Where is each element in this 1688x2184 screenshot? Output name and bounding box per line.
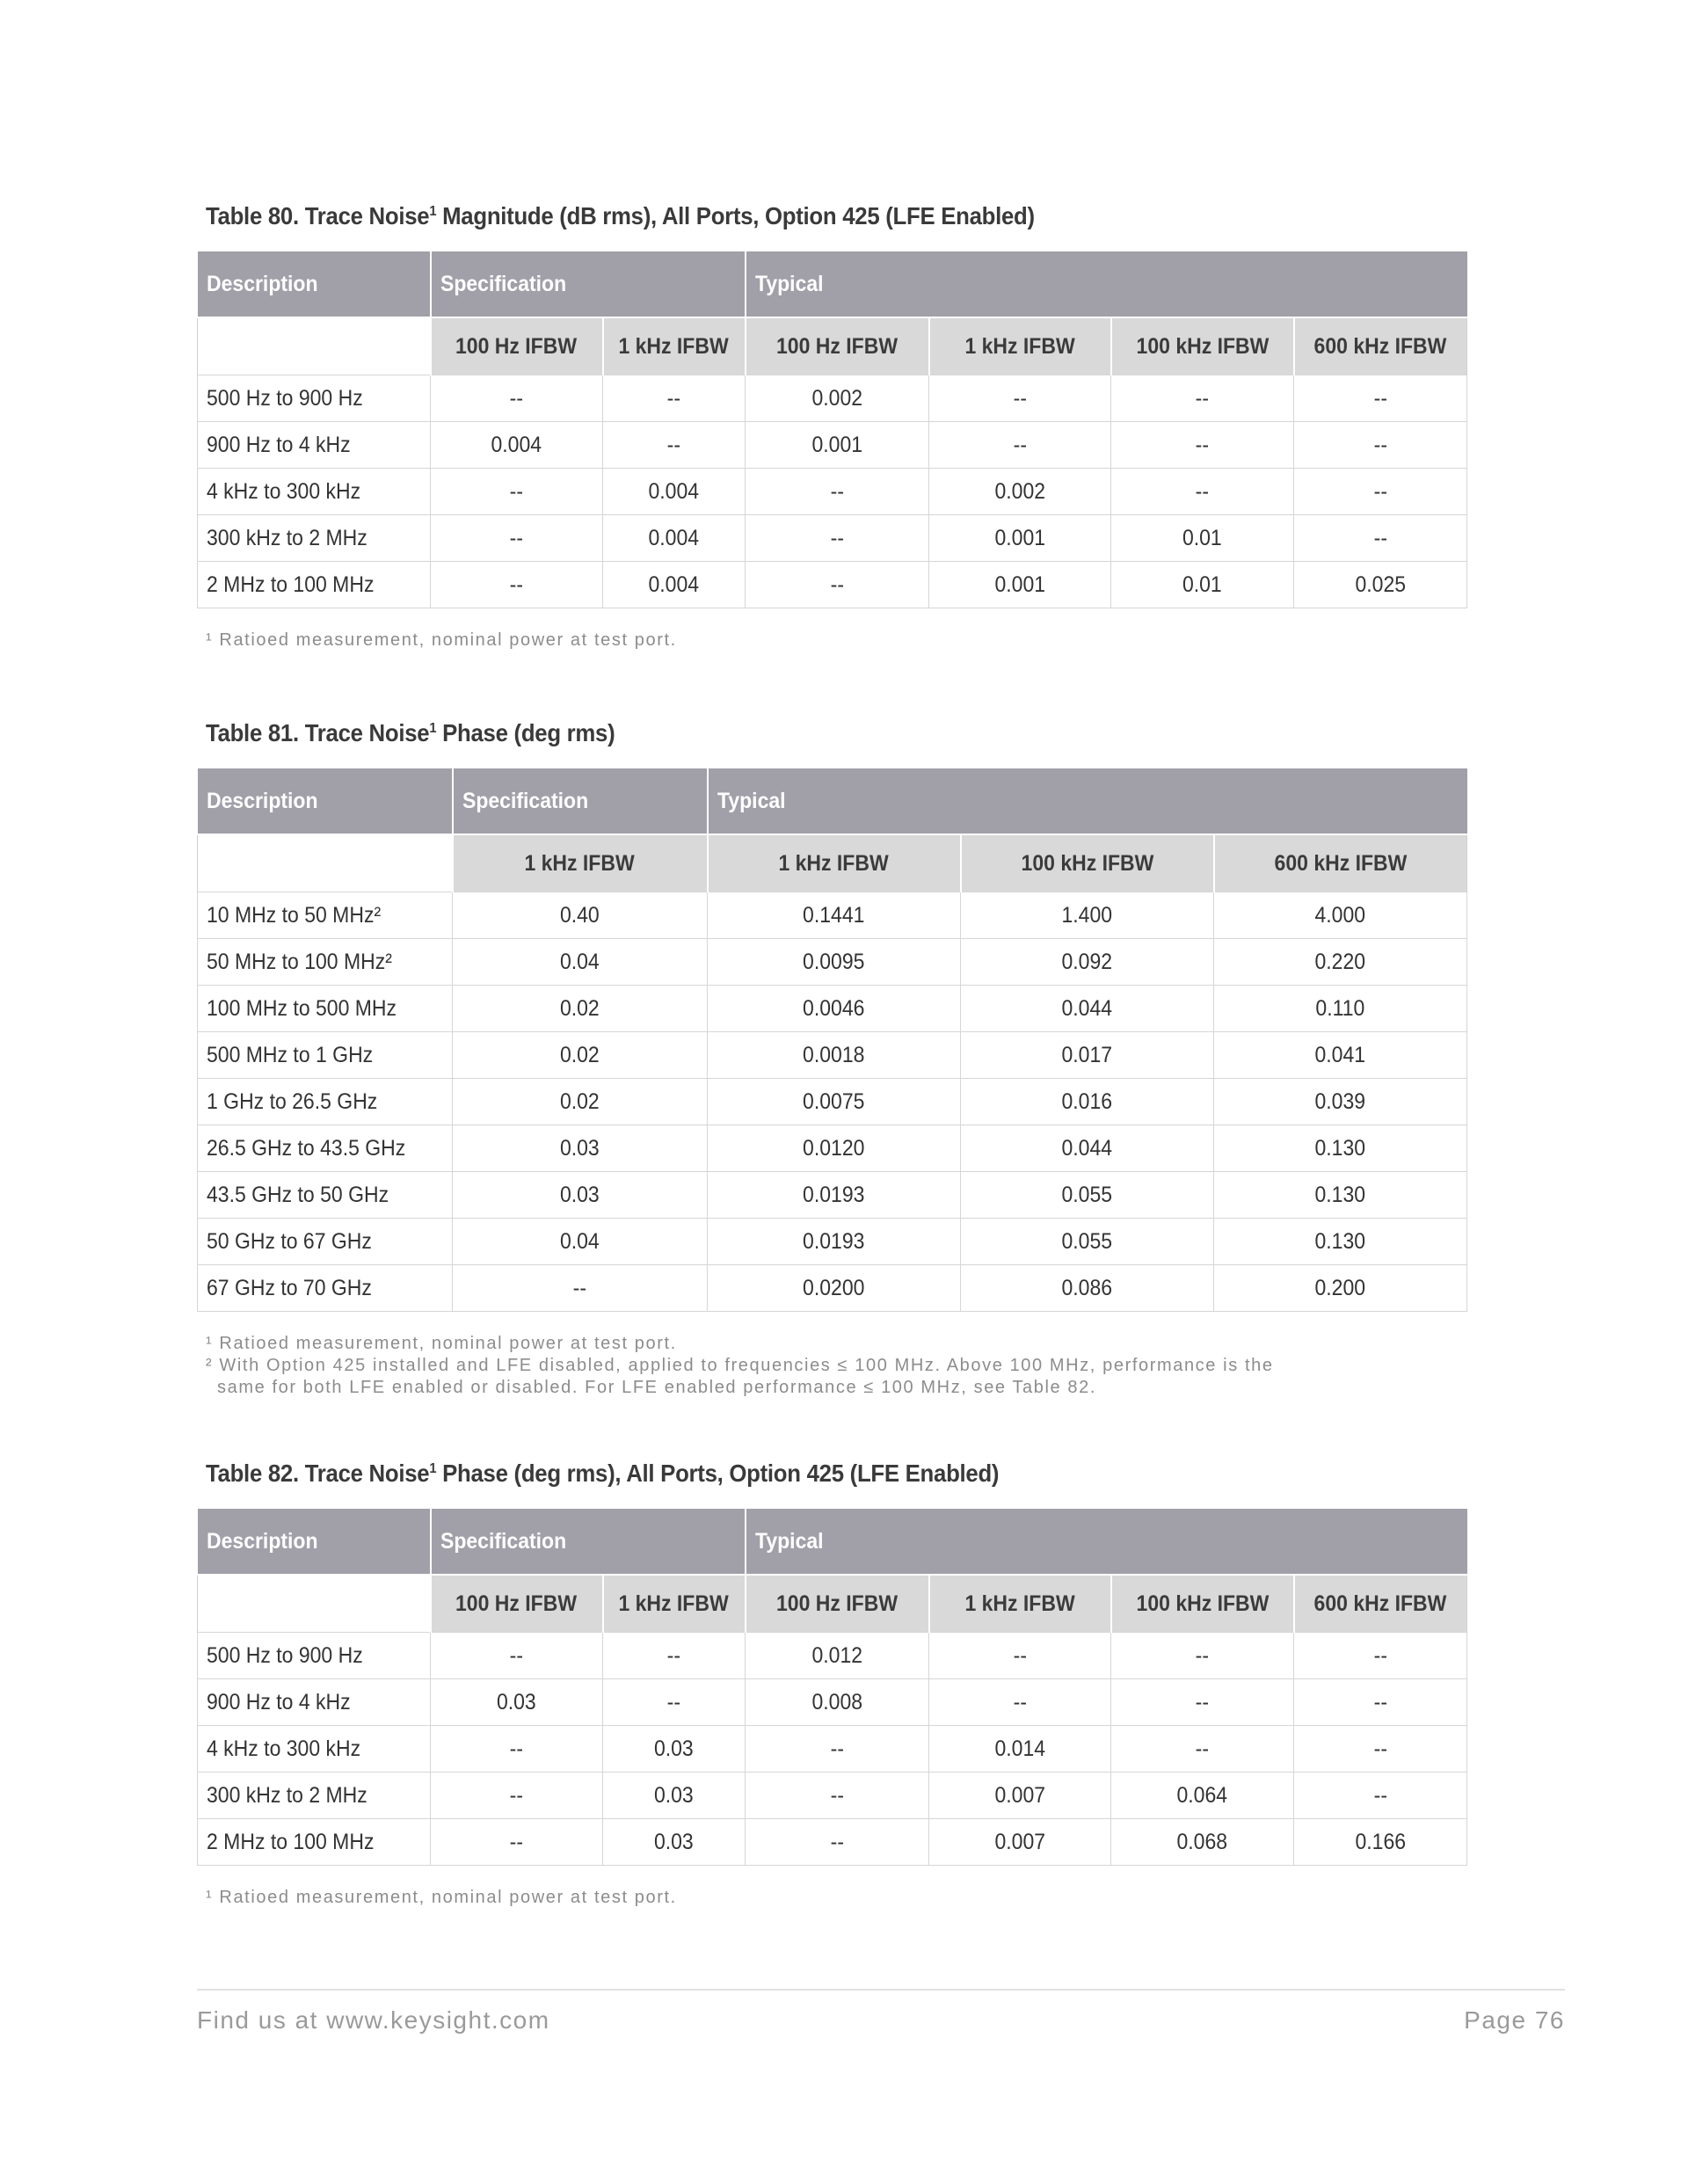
table-row bbox=[198, 515, 1467, 562]
table-row bbox=[198, 939, 1467, 986]
table-cell: -- bbox=[746, 1819, 929, 1866]
subheader: 100 Hz IFBW bbox=[431, 317, 603, 375]
row-description: 50 MHz to 100 MHz² bbox=[198, 939, 453, 986]
table-cell: 0.03 bbox=[453, 1125, 708, 1172]
row-description: 26.5 GHz to 43.5 GHz bbox=[198, 1125, 453, 1172]
page-footer bbox=[197, 1989, 1565, 2034]
table-cell: 0.092 bbox=[961, 939, 1214, 986]
row-description: 500 Hz to 900 Hz bbox=[198, 1633, 431, 1679]
row-description: 67 GHz to 70 GHz bbox=[198, 1265, 453, 1312]
table-80-footnote bbox=[206, 630, 1466, 652]
table-row bbox=[198, 1219, 1467, 1265]
table-cell: 0.200 bbox=[1214, 1265, 1467, 1312]
subheader: 600 kHz IFBW bbox=[1294, 1575, 1467, 1633]
header-typical: Typical bbox=[746, 251, 1467, 317]
table-cell: 0.0075 bbox=[708, 1079, 961, 1125]
table-cell: 0.02 bbox=[453, 1079, 708, 1125]
table-cell: -- bbox=[1111, 375, 1294, 422]
table-81-section bbox=[197, 719, 1466, 1399]
table-81-footnote bbox=[206, 1333, 1466, 1399]
table-cell: 0.0193 bbox=[708, 1172, 961, 1219]
table-cell: -- bbox=[431, 1633, 603, 1679]
table-cell: -- bbox=[453, 1265, 708, 1312]
subheader: 100 Hz IFBW bbox=[746, 317, 929, 375]
table-row bbox=[198, 1032, 1467, 1079]
table-80-section bbox=[197, 202, 1466, 652]
header-typical: Typical bbox=[746, 1509, 1467, 1575]
subheader: 600 kHz IFBW bbox=[1214, 834, 1467, 892]
table-cell: 0.001 bbox=[929, 515, 1111, 562]
table-cell: -- bbox=[603, 375, 746, 422]
subheader: 600 kHz IFBW bbox=[1294, 317, 1467, 375]
row-description: 100 MHz to 500 MHz bbox=[198, 986, 453, 1032]
table-cell: -- bbox=[1111, 1726, 1294, 1773]
table-cell: 0.002 bbox=[746, 375, 929, 422]
table-cell: 0.002 bbox=[929, 469, 1111, 515]
table-cell: 0.086 bbox=[961, 1265, 1214, 1312]
header-description: Description bbox=[198, 768, 453, 834]
table-cell: 0.055 bbox=[961, 1172, 1214, 1219]
table-cell: -- bbox=[431, 1726, 603, 1773]
table-cell: 0.012 bbox=[746, 1633, 929, 1679]
table-cell: -- bbox=[929, 422, 1111, 469]
table-cell: 0.130 bbox=[1214, 1125, 1467, 1172]
table-cell: -- bbox=[431, 1773, 603, 1819]
table-row bbox=[198, 1819, 1467, 1866]
table-81-group-header bbox=[198, 768, 1467, 834]
table-row bbox=[198, 1773, 1467, 1819]
table-cell: 0.0200 bbox=[708, 1265, 961, 1312]
table-cell: -- bbox=[1111, 422, 1294, 469]
table-row bbox=[198, 1726, 1467, 1773]
table-81 bbox=[197, 768, 1467, 1312]
header-blank bbox=[198, 317, 431, 375]
table-cell: 0.40 bbox=[453, 892, 708, 939]
row-description: 300 kHz to 2 MHz bbox=[198, 515, 431, 562]
table-cell: 0.02 bbox=[453, 986, 708, 1032]
table-cell: 0.041 bbox=[1214, 1032, 1467, 1079]
footnote-line: same for both LFE enabled or disabled. For LFE enabled performance ≤ 100 MHz, see Table 82. bbox=[217, 1378, 1097, 1397]
table-cell: 0.02 bbox=[453, 1032, 708, 1079]
table-80-sub-header bbox=[198, 317, 1467, 375]
table-row bbox=[198, 1125, 1467, 1172]
table-cell: 0.064 bbox=[1111, 1773, 1294, 1819]
table-cell: 0.220 bbox=[1214, 939, 1467, 986]
table-cell: 0.1441 bbox=[708, 892, 961, 939]
table-cell: 0.004 bbox=[603, 515, 746, 562]
subheader: 100 Hz IFBW bbox=[431, 1575, 603, 1633]
table-cell: 0.004 bbox=[431, 422, 603, 469]
table-row bbox=[198, 469, 1467, 515]
header-blank bbox=[198, 834, 453, 892]
table-cell: 0.001 bbox=[929, 562, 1111, 608]
table-cell: -- bbox=[1294, 1679, 1467, 1726]
row-description: 43.5 GHz to 50 GHz bbox=[198, 1172, 453, 1219]
table-cell: -- bbox=[1294, 469, 1467, 515]
header-typical: Typical bbox=[708, 768, 1467, 834]
table-82-title: Table 82. Trace Noise$^1$ Phase (deg rms), All Ports, Option 425 (LFE Enabled) bbox=[206, 1460, 1000, 1487]
row-description: 4 kHz to 300 kHz bbox=[198, 1726, 431, 1773]
row-description: 50 GHz to 67 GHz bbox=[198, 1219, 453, 1265]
table-80-title: Table 80. Trace Noise$^1$ Magnitude (dB rms), All Ports, Option 425 (LFE Enabled) bbox=[206, 202, 1035, 229]
table-cell: -- bbox=[746, 469, 929, 515]
table-cell: -- bbox=[1294, 1726, 1467, 1773]
table-cell: -- bbox=[1111, 1633, 1294, 1679]
table-cell: 0.0046 bbox=[708, 986, 961, 1032]
header-description: Description bbox=[198, 251, 431, 317]
footnote-line: ¹ Ratioed measurement, nominal power at test port. bbox=[206, 1888, 677, 1907]
subheader: 100 kHz IFBW bbox=[1111, 1575, 1294, 1633]
header-description: Description bbox=[198, 1509, 431, 1575]
table-cell: 0.016 bbox=[961, 1079, 1214, 1125]
table-cell: -- bbox=[603, 1679, 746, 1726]
table-cell: 0.0018 bbox=[708, 1032, 961, 1079]
table-cell: 0.0095 bbox=[708, 939, 961, 986]
footnote-line: ¹ Ratioed measurement, nominal power at test port. bbox=[206, 1334, 677, 1353]
table-cell: 0.01 bbox=[1111, 515, 1294, 562]
table-82-group-header bbox=[198, 1509, 1467, 1575]
table-cell: -- bbox=[929, 375, 1111, 422]
subheader: 1 kHz IFBW bbox=[929, 1575, 1111, 1633]
subheader: 1 kHz IFBW bbox=[603, 1575, 746, 1633]
subheader: 1 kHz IFBW bbox=[708, 834, 961, 892]
table-cell: 0.055 bbox=[961, 1219, 1214, 1265]
subheader: 1 kHz IFBW bbox=[603, 317, 746, 375]
table-cell: -- bbox=[431, 515, 603, 562]
table-82 bbox=[197, 1509, 1467, 1866]
table-82-footnote bbox=[206, 1887, 1466, 1909]
table-cell: 0.04 bbox=[453, 939, 708, 986]
table-cell: 0.007 bbox=[929, 1819, 1111, 1866]
table-cell: -- bbox=[746, 1773, 929, 1819]
table-cell: 0.039 bbox=[1214, 1079, 1467, 1125]
table-82-section bbox=[197, 1460, 1466, 1909]
table-cell: 0.01 bbox=[1111, 562, 1294, 608]
table-cell: -- bbox=[431, 1819, 603, 1866]
row-description: 500 MHz to 1 GHz bbox=[198, 1032, 453, 1079]
table-cell: 0.068 bbox=[1111, 1819, 1294, 1866]
table-cell: -- bbox=[1294, 1633, 1467, 1679]
table-cell: 0.03 bbox=[603, 1819, 746, 1866]
table-cell: 0.03 bbox=[603, 1726, 746, 1773]
table-cell: -- bbox=[1111, 1679, 1294, 1726]
table-cell: 0.03 bbox=[603, 1773, 746, 1819]
table-81-sub-header bbox=[198, 834, 1467, 892]
table-cell: -- bbox=[929, 1633, 1111, 1679]
table-row bbox=[198, 1079, 1467, 1125]
table-cell: 0.008 bbox=[746, 1679, 929, 1726]
table-82-sub-header bbox=[198, 1575, 1467, 1633]
table-cell: 0.025 bbox=[1294, 562, 1467, 608]
row-description: 2 MHz to 100 MHz bbox=[198, 1819, 431, 1866]
table-row bbox=[198, 1265, 1467, 1312]
table-cell: 0.166 bbox=[1294, 1819, 1467, 1866]
header-specification: Specification bbox=[431, 251, 746, 317]
footer-website-link[interactable]: Find us at www.keysight.com bbox=[197, 2006, 550, 2034]
table-cell: 0.03 bbox=[431, 1679, 603, 1726]
table-cell: -- bbox=[603, 422, 746, 469]
row-description: 500 Hz to 900 Hz bbox=[198, 375, 431, 422]
table-cell: 0.03 bbox=[453, 1172, 708, 1219]
table-cell: 0.007 bbox=[929, 1773, 1111, 1819]
subheader: 100 kHz IFBW bbox=[961, 834, 1214, 892]
table-cell: -- bbox=[431, 375, 603, 422]
table-row bbox=[198, 986, 1467, 1032]
table-row bbox=[198, 1633, 1467, 1679]
table-row bbox=[198, 562, 1467, 608]
table-cell: 0.014 bbox=[929, 1726, 1111, 1773]
table-cell: -- bbox=[431, 469, 603, 515]
subheader: 100 kHz IFBW bbox=[1111, 317, 1294, 375]
table-80-group-header bbox=[198, 251, 1467, 317]
table-cell: 0.017 bbox=[961, 1032, 1214, 1079]
row-description: 900 Hz to 4 kHz bbox=[198, 1679, 431, 1726]
table-cell: 0.04 bbox=[453, 1219, 708, 1265]
subheader: 100 Hz IFBW bbox=[746, 1575, 929, 1633]
table-cell: -- bbox=[431, 562, 603, 608]
footnote-line: ¹ Ratioed measurement, nominal power at test port. bbox=[206, 630, 677, 650]
header-blank bbox=[198, 1575, 431, 1633]
table-cell: -- bbox=[1294, 1773, 1467, 1819]
table-80 bbox=[197, 251, 1467, 608]
subheader: 1 kHz IFBW bbox=[453, 834, 708, 892]
table-cell: 0.0120 bbox=[708, 1125, 961, 1172]
table-row bbox=[198, 1172, 1467, 1219]
row-description: 900 Hz to 4 kHz bbox=[198, 422, 431, 469]
table-cell: -- bbox=[1111, 469, 1294, 515]
subheader: 1 kHz IFBW bbox=[929, 317, 1111, 375]
page-number: Page 76 bbox=[1464, 2006, 1565, 2034]
table-cell: -- bbox=[1294, 515, 1467, 562]
table-81-title: Table 81. Trace Noise$^1$ Phase (deg rms) bbox=[206, 719, 615, 746]
table-row bbox=[198, 1679, 1467, 1726]
table-row bbox=[198, 892, 1467, 939]
table-cell: -- bbox=[603, 1633, 746, 1679]
row-description: 300 kHz to 2 MHz bbox=[198, 1773, 431, 1819]
table-cell: 1.400 bbox=[961, 892, 1214, 939]
table-cell: 0.004 bbox=[603, 562, 746, 608]
row-description: 10 MHz to 50 MHz² bbox=[198, 892, 453, 939]
table-cell: -- bbox=[746, 562, 929, 608]
table-cell: 0.004 bbox=[603, 469, 746, 515]
footnote-line: ² With Option 425 installed and LFE disabled, applied to frequencies ≤ 100 MHz. Above 100 MHz, performance is the bbox=[206, 1356, 1274, 1375]
row-description: 1 GHz to 26.5 GHz bbox=[198, 1079, 453, 1125]
table-row bbox=[198, 375, 1467, 422]
table-cell: 0.044 bbox=[961, 986, 1214, 1032]
table-cell: -- bbox=[746, 1726, 929, 1773]
table-cell: -- bbox=[746, 515, 929, 562]
table-cell: -- bbox=[929, 1679, 1111, 1726]
table-row bbox=[198, 422, 1467, 469]
table-cell: 4.000 bbox=[1214, 892, 1467, 939]
table-cell: 0.130 bbox=[1214, 1172, 1467, 1219]
row-description: 2 MHz to 100 MHz bbox=[198, 562, 431, 608]
table-cell: 0.044 bbox=[961, 1125, 1214, 1172]
table-cell: 0.0193 bbox=[708, 1219, 961, 1265]
table-cell: 0.110 bbox=[1214, 986, 1467, 1032]
table-cell: 0.130 bbox=[1214, 1219, 1467, 1265]
table-cell: -- bbox=[1294, 375, 1467, 422]
header-specification: Specification bbox=[453, 768, 708, 834]
table-cell: 0.001 bbox=[746, 422, 929, 469]
header-specification: Specification bbox=[431, 1509, 746, 1575]
table-cell: -- bbox=[1294, 422, 1467, 469]
row-description: 4 kHz to 300 kHz bbox=[198, 469, 431, 515]
